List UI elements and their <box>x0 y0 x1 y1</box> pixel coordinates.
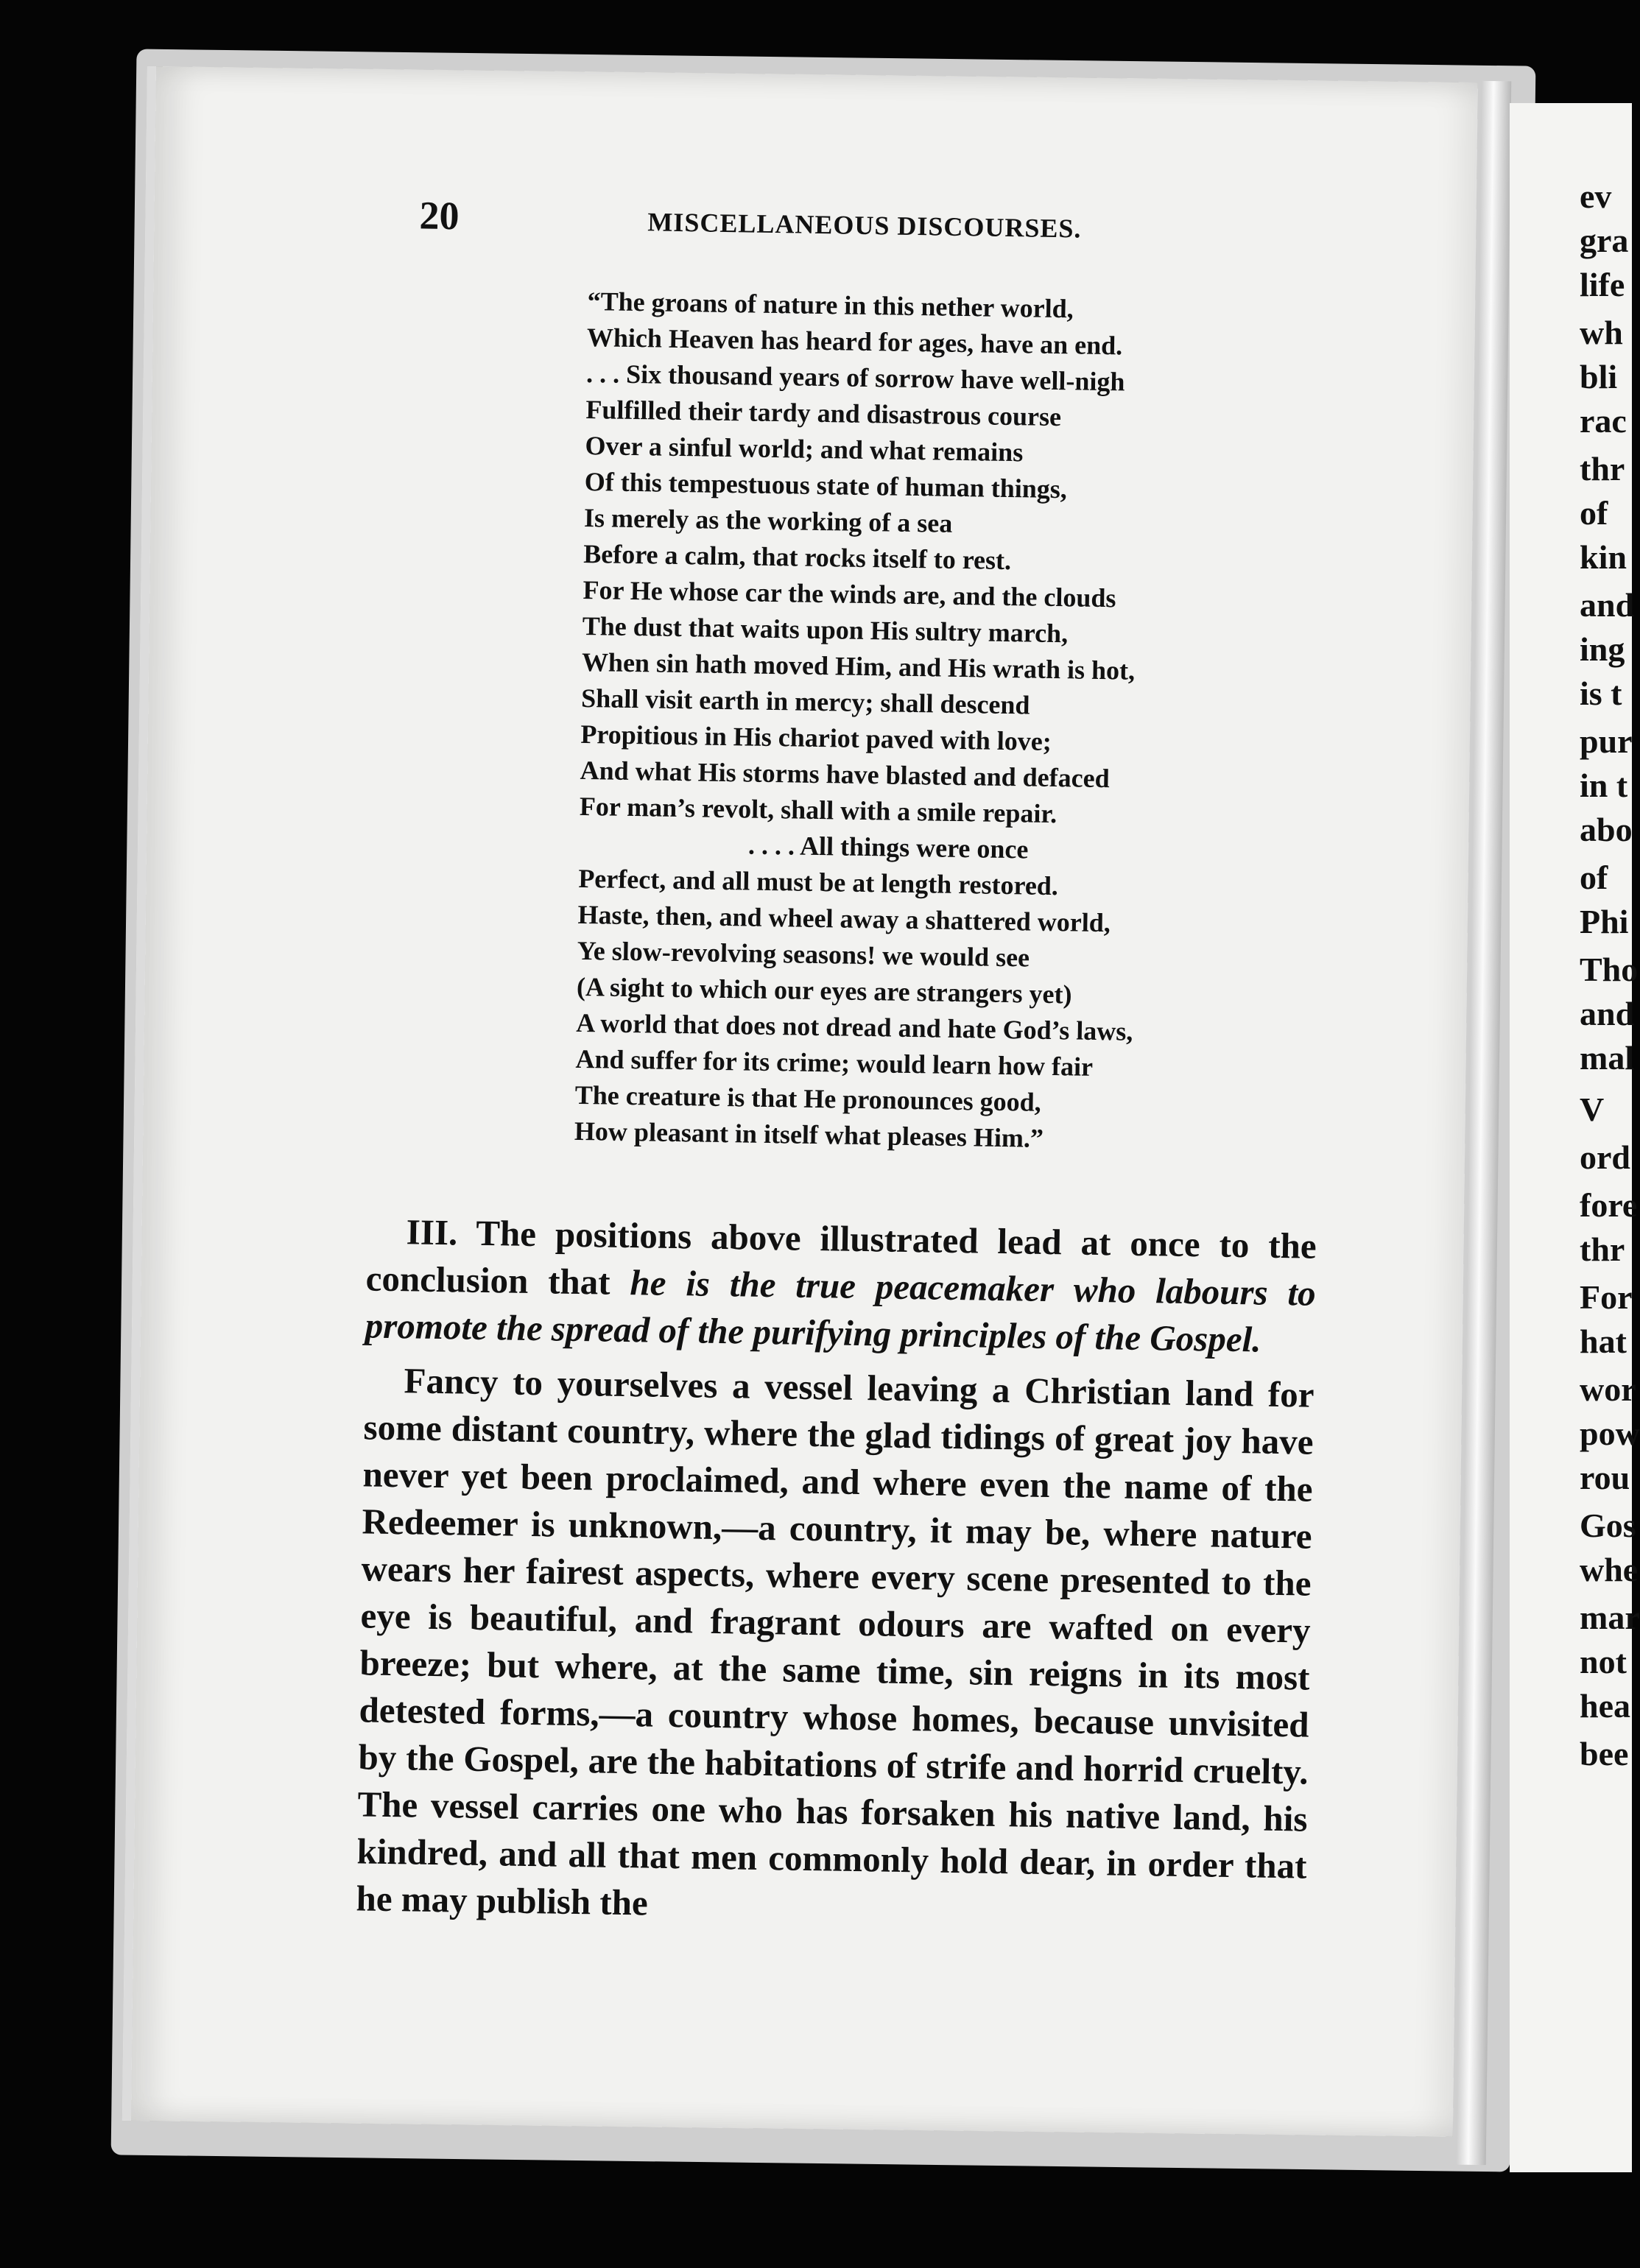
facing-page-fragment: abo <box>1580 811 1633 848</box>
facing-page-fragment: is t <box>1580 675 1622 712</box>
facing-page-fragment: thr <box>1580 450 1625 487</box>
poem-line: Fulfilled their tardy and disastrous course <box>585 394 1062 432</box>
facing-page-fragment: fore <box>1580 1186 1638 1224</box>
facing-page-fragment: gra <box>1580 222 1629 259</box>
facing-page-fragment: Phi <box>1580 903 1629 940</box>
facing-page-fragment: in t <box>1580 767 1628 804</box>
page-content <box>326 191 1326 1944</box>
facing-page-fragment: whe <box>1580 1551 1639 1588</box>
section-lead-text: The positions above illustrated lead at once to the conclusion that <box>365 1212 1317 1303</box>
poem-line: How pleasant in itself what pleases Him.” <box>574 1116 1044 1153</box>
running-title: MISCELLANEOUS DISCOURSES. <box>647 207 1082 244</box>
poem-line: Perfect, and all must be at length restored. <box>578 863 1059 901</box>
body-text <box>356 1208 1317 1937</box>
facing-page-fragment: bee <box>1580 1735 1629 1772</box>
facing-page-fragment: wor <box>1580 1370 1636 1408</box>
facing-page-fragment: and <box>1580 586 1635 624</box>
poem-line: Haste, then, and wheel away a shattered world, <box>577 899 1111 938</box>
facing-page-fragment: Tho <box>1580 951 1639 988</box>
poem-line: For man’s revolt, shall with a smile repair. <box>579 791 1057 829</box>
poem-line: The creature is that He pronounces good, <box>574 1080 1042 1117</box>
page-number: 20 <box>419 193 460 239</box>
facing-page-fragment: For <box>1580 1278 1633 1316</box>
poem-line: “The groans of nature in this nether world, <box>587 286 1074 324</box>
section-emphasis: he is the true peacemaker who labours to promote the spread of the purifying principles of the Gospel. <box>365 1262 1317 1360</box>
section-numeral: III. <box>406 1211 458 1253</box>
facing-page-fragment: thr <box>1580 1230 1625 1268</box>
facing-page-fragment: of <box>1580 494 1608 532</box>
facing-page-fragment: bli <box>1580 358 1618 395</box>
facing-page-fragment: mal <box>1580 1039 1635 1077</box>
facing-page-fragment: V <box>1580 1091 1605 1128</box>
poem-line: Propitious in His chariot paved with love; <box>580 719 1052 756</box>
poem-line: Shall visit earth in mercy; shall descend <box>580 683 1030 720</box>
facing-page-fragment: life <box>1580 266 1625 303</box>
facing-page-fragment: rou <box>1580 1459 1630 1496</box>
paragraph-vessel: Fancy to yourselves a vessel leaving a Christian land for some distant country, where the glad tidings of great joy have never yet been proclaimed, and where even the name of the Redeemer is unknown,—a country, it may be, where nature wears her fairest aspects, where every scene presented to the eye is beautiful, and fragrant odours are wafted on every breeze; but where, at the same time, sin reigns in its most detested forms,—a country whose homes, because unvisited by the Gospel, are the habitations of strife and horrid cruelty. The vessel carries one who has forsaken his native land, his kindred, and all that men commonly hold dear, in order that he may publish the <box>356 1360 1315 1923</box>
poem-line: And what His storms have blasted and defaced <box>580 755 1110 794</box>
facing-page-fragment: ev <box>1580 177 1612 215</box>
poem-line: Is merely as the working of a sea <box>583 502 953 538</box>
facing-page-fragment: mar <box>1580 1599 1640 1636</box>
facing-page-fragment: not <box>1580 1643 1627 1680</box>
paragraph-section-three <box>365 1208 1317 1364</box>
poem-line: Of this tempestuous state of human things, <box>584 466 1068 504</box>
poem-line: A world that does not dread and hate God’s laws, <box>575 1007 1133 1046</box>
facing-page-fragment: ord <box>1580 1138 1630 1176</box>
facing-page-fragment: of <box>1580 859 1608 896</box>
poem-line: Over a sinful world; and what remains <box>585 430 1024 468</box>
facing-page-fragment: pur <box>1580 722 1633 760</box>
poem-line: When sin hath moved Him, and His wrath is hot, <box>581 647 1136 686</box>
poem-line: Which Heaven has heard for ages, have an end. <box>586 323 1123 361</box>
facing-page-fragment: kin <box>1580 538 1627 576</box>
poem-quotation <box>574 284 1324 1161</box>
facing-page-fragment: hat <box>1580 1323 1627 1360</box>
poem-line: Before a calm, that rocks itself to rest. <box>583 538 1012 576</box>
facing-page-fragment: pow <box>1580 1415 1640 1452</box>
facing-page-fragment: ing <box>1580 630 1625 668</box>
poem-line: . . . Six thousand years of sorrow have well-nigh <box>585 358 1125 397</box>
poem-line: The dust that waits upon His sultry march, <box>582 610 1069 649</box>
poem-line: For He whose car the winds are, and the clouds <box>583 574 1116 613</box>
poem-line: . . . . All things were once <box>747 830 1029 864</box>
facing-page-fragment: Gos <box>1580 1507 1636 1544</box>
poem-line: Ye slow-revolving seasons! we would see <box>577 935 1030 973</box>
facing-page-fragment: hea <box>1580 1687 1630 1725</box>
facing-page-fragment: wh <box>1580 314 1623 351</box>
facing-page-fragment: and <box>1580 995 1635 1032</box>
facing-page <box>1510 103 1640 2172</box>
facing-page-fragment: rac <box>1580 402 1627 440</box>
poem-line: And suffer for its crime; would learn how fair <box>575 1043 1094 1082</box>
poem-line: (A sight to which our eyes are strangers yet) <box>576 971 1072 1010</box>
